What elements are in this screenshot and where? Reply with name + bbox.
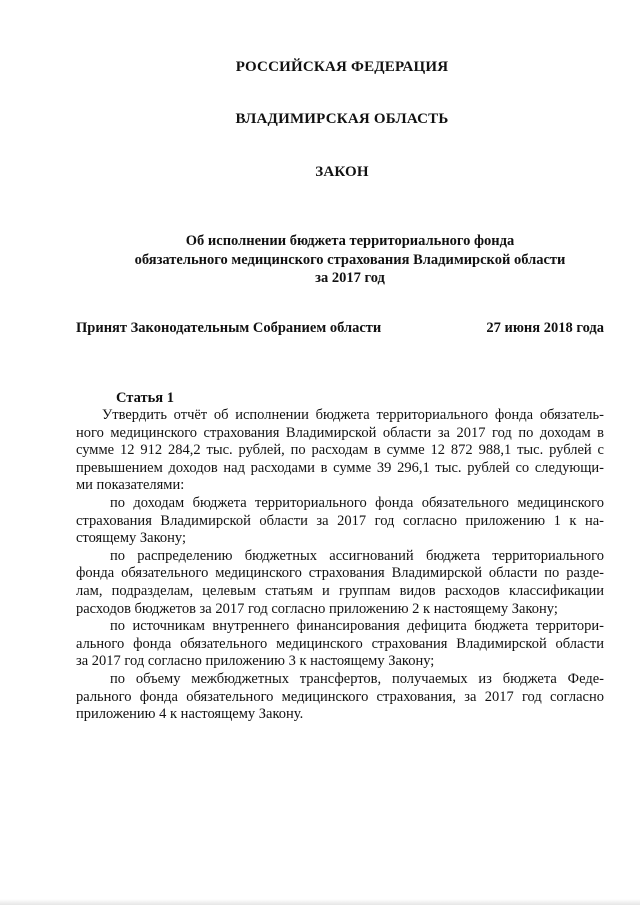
article-line: страхования Владимирской области за 2017 год согласно приложению 1 к на-	[76, 512, 604, 529]
scan-bottom-edge	[0, 899, 640, 905]
article-line: по источникам внутреннего финансирования дефицита бюджета территори-	[110, 618, 604, 635]
law-title-line: обязательного медицинского страхования Владимирской области	[134, 251, 566, 268]
article-line: ного медицинского страхования Владимирской области за 2017 год по доходам в	[76, 424, 604, 441]
law-title-line: за 2017 год	[315, 270, 385, 286]
header-doc-type: ЗАКОН	[315, 164, 369, 180]
article-line: расходов бюджетов за 2017 год согласно приложению 2 к настоящему Закону;	[76, 600, 558, 617]
article-line: за 2017 год согласно приложению 3 к настоящему Закону;	[76, 653, 435, 670]
article-line: по объему межбюджетных трансфертов, получаемых из бюджета Федe-	[110, 670, 604, 687]
article-line: приложению 4 к настоящему Закону.	[76, 706, 304, 723]
article-heading: Статья 1	[116, 390, 174, 406]
header-region: ВЛАДИМИРСКАЯ ОБЛАСТЬ	[235, 111, 449, 127]
law-title-line: Об исполнении бюджета территориального фонда	[185, 233, 515, 249]
article-line: по доходам бюджета территориального фонда обязательного медицинского	[110, 494, 604, 511]
article-line: сумме 12 912 284,2 тыс. рублей, по расходам в сумме 12 872 988,1 тыс. рублей с	[76, 442, 604, 459]
article-line: фонда обязательного медицинского страхования Владимирской области по разде-	[76, 565, 604, 582]
article-line: ального фонда обязательного медицинского страхования Владимирской области	[76, 635, 604, 652]
article-line: превышением доходов над расходами в сумме 39 296,1 тыс. рублей со следующи-	[76, 459, 604, 476]
article-line: лам, подразделам, целевым статьям и группам видов расходов классификации	[76, 582, 604, 599]
article-body	[76, 407, 604, 724]
article-line: ми показателями:	[76, 477, 185, 494]
article-line: рального фонда обязательного медицинского страхования, за 2017 год согласно	[76, 688, 604, 705]
article-line: стоящему Закону;	[76, 530, 186, 547]
article-line: Утвердить отчёт об исполнении бюджета территориального фонда обязатель-	[102, 407, 604, 423]
adoption-line	[76, 320, 604, 337]
law-title	[60, 232, 640, 288]
header-country: РОССИЙСКАЯ ФЕДЕРАЦИЯ	[235, 59, 449, 75]
adopted-by: Принят Законодательным Собранием области	[76, 320, 382, 336]
article-line: по распределению бюджетных ассигнований бюджета территориального	[110, 547, 604, 564]
adoption-date: 27 июня 2018 года	[486, 320, 604, 336]
